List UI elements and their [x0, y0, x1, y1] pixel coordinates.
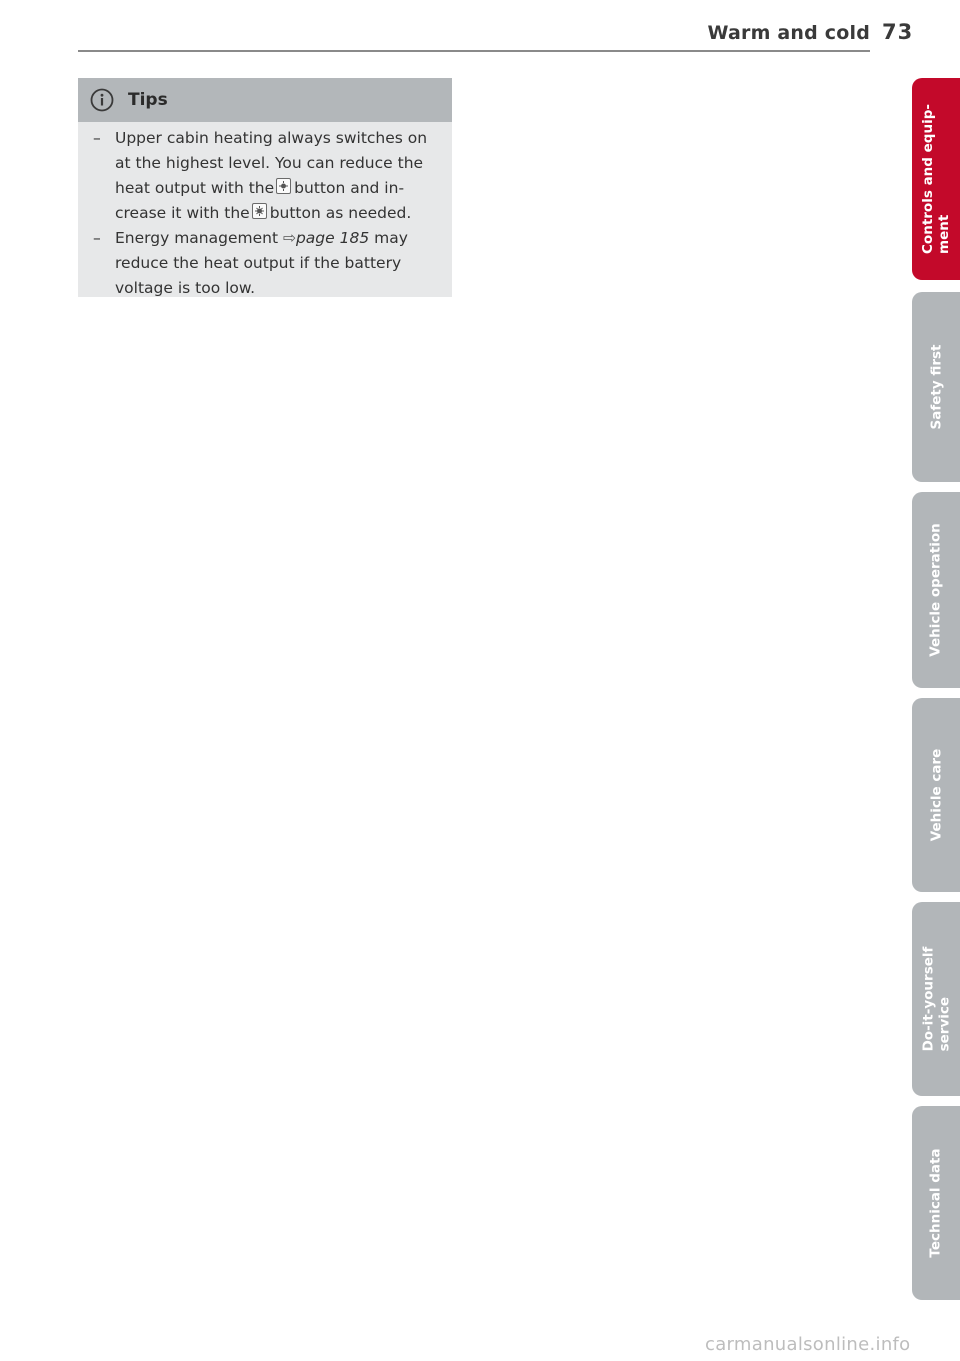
- tab-controls-and-equipment[interactable]: [912, 78, 960, 280]
- tips-bullet: [93, 126, 438, 226]
- tips-text: button as needed.: [269, 204, 412, 222]
- info-icon: [90, 88, 114, 112]
- tab-label: Vehicle care: [928, 748, 944, 842]
- tab-vehicle-operation[interactable]: [912, 492, 960, 688]
- page-reference-link[interactable]: page 185: [295, 229, 370, 247]
- page-ref-arrow-icon: ⇨: [282, 229, 296, 247]
- tab-do-it-yourself-service[interactable]: [912, 902, 960, 1096]
- footer-watermark: carmanualsonline.info: [705, 1334, 911, 1355]
- tips-text: heat output with the: [115, 179, 275, 197]
- tips-text: voltage is too low.: [115, 279, 256, 297]
- heat-increase-key-icon: [252, 203, 267, 219]
- tips-text: Energy management: [115, 229, 279, 247]
- page-number: 73: [882, 20, 914, 44]
- header-rule: [78, 50, 870, 52]
- tips-text: button and in-: [294, 179, 405, 197]
- tab-safety-first[interactable]: [912, 292, 960, 482]
- tab-label: service: [936, 996, 952, 1052]
- tips-text: may: [374, 229, 408, 247]
- heat-decrease-key-icon: [276, 178, 291, 194]
- tips-text: crease it with the: [115, 204, 250, 222]
- tips-title: Tips: [128, 90, 168, 110]
- tips-text: at the highest level. You can reduce the: [115, 154, 424, 172]
- tips-text: Upper cabin heating always switches on: [115, 129, 428, 147]
- bullet-dash: –: [93, 129, 101, 147]
- tab-label: Vehicle operation: [928, 523, 945, 657]
- tips-box: [78, 78, 452, 297]
- tab-label: Do-it-yourself: [920, 946, 936, 1052]
- bullet-dash: –: [93, 229, 101, 247]
- section-title: Warm and cold: [707, 22, 870, 44]
- tips-body: [78, 122, 452, 301]
- tips-bullet: [93, 226, 438, 301]
- tips-header: [78, 78, 452, 122]
- tab-technical-data[interactable]: [912, 1106, 960, 1300]
- tips-text: reduce the heat output if the battery: [115, 254, 402, 272]
- tab-label: ment: [936, 214, 953, 254]
- tab-label: Safety first: [928, 344, 944, 430]
- tab-label: Technical data: [928, 1148, 945, 1258]
- tab-label: Controls and equip-: [920, 104, 937, 254]
- tab-vehicle-care[interactable]: [912, 698, 960, 892]
